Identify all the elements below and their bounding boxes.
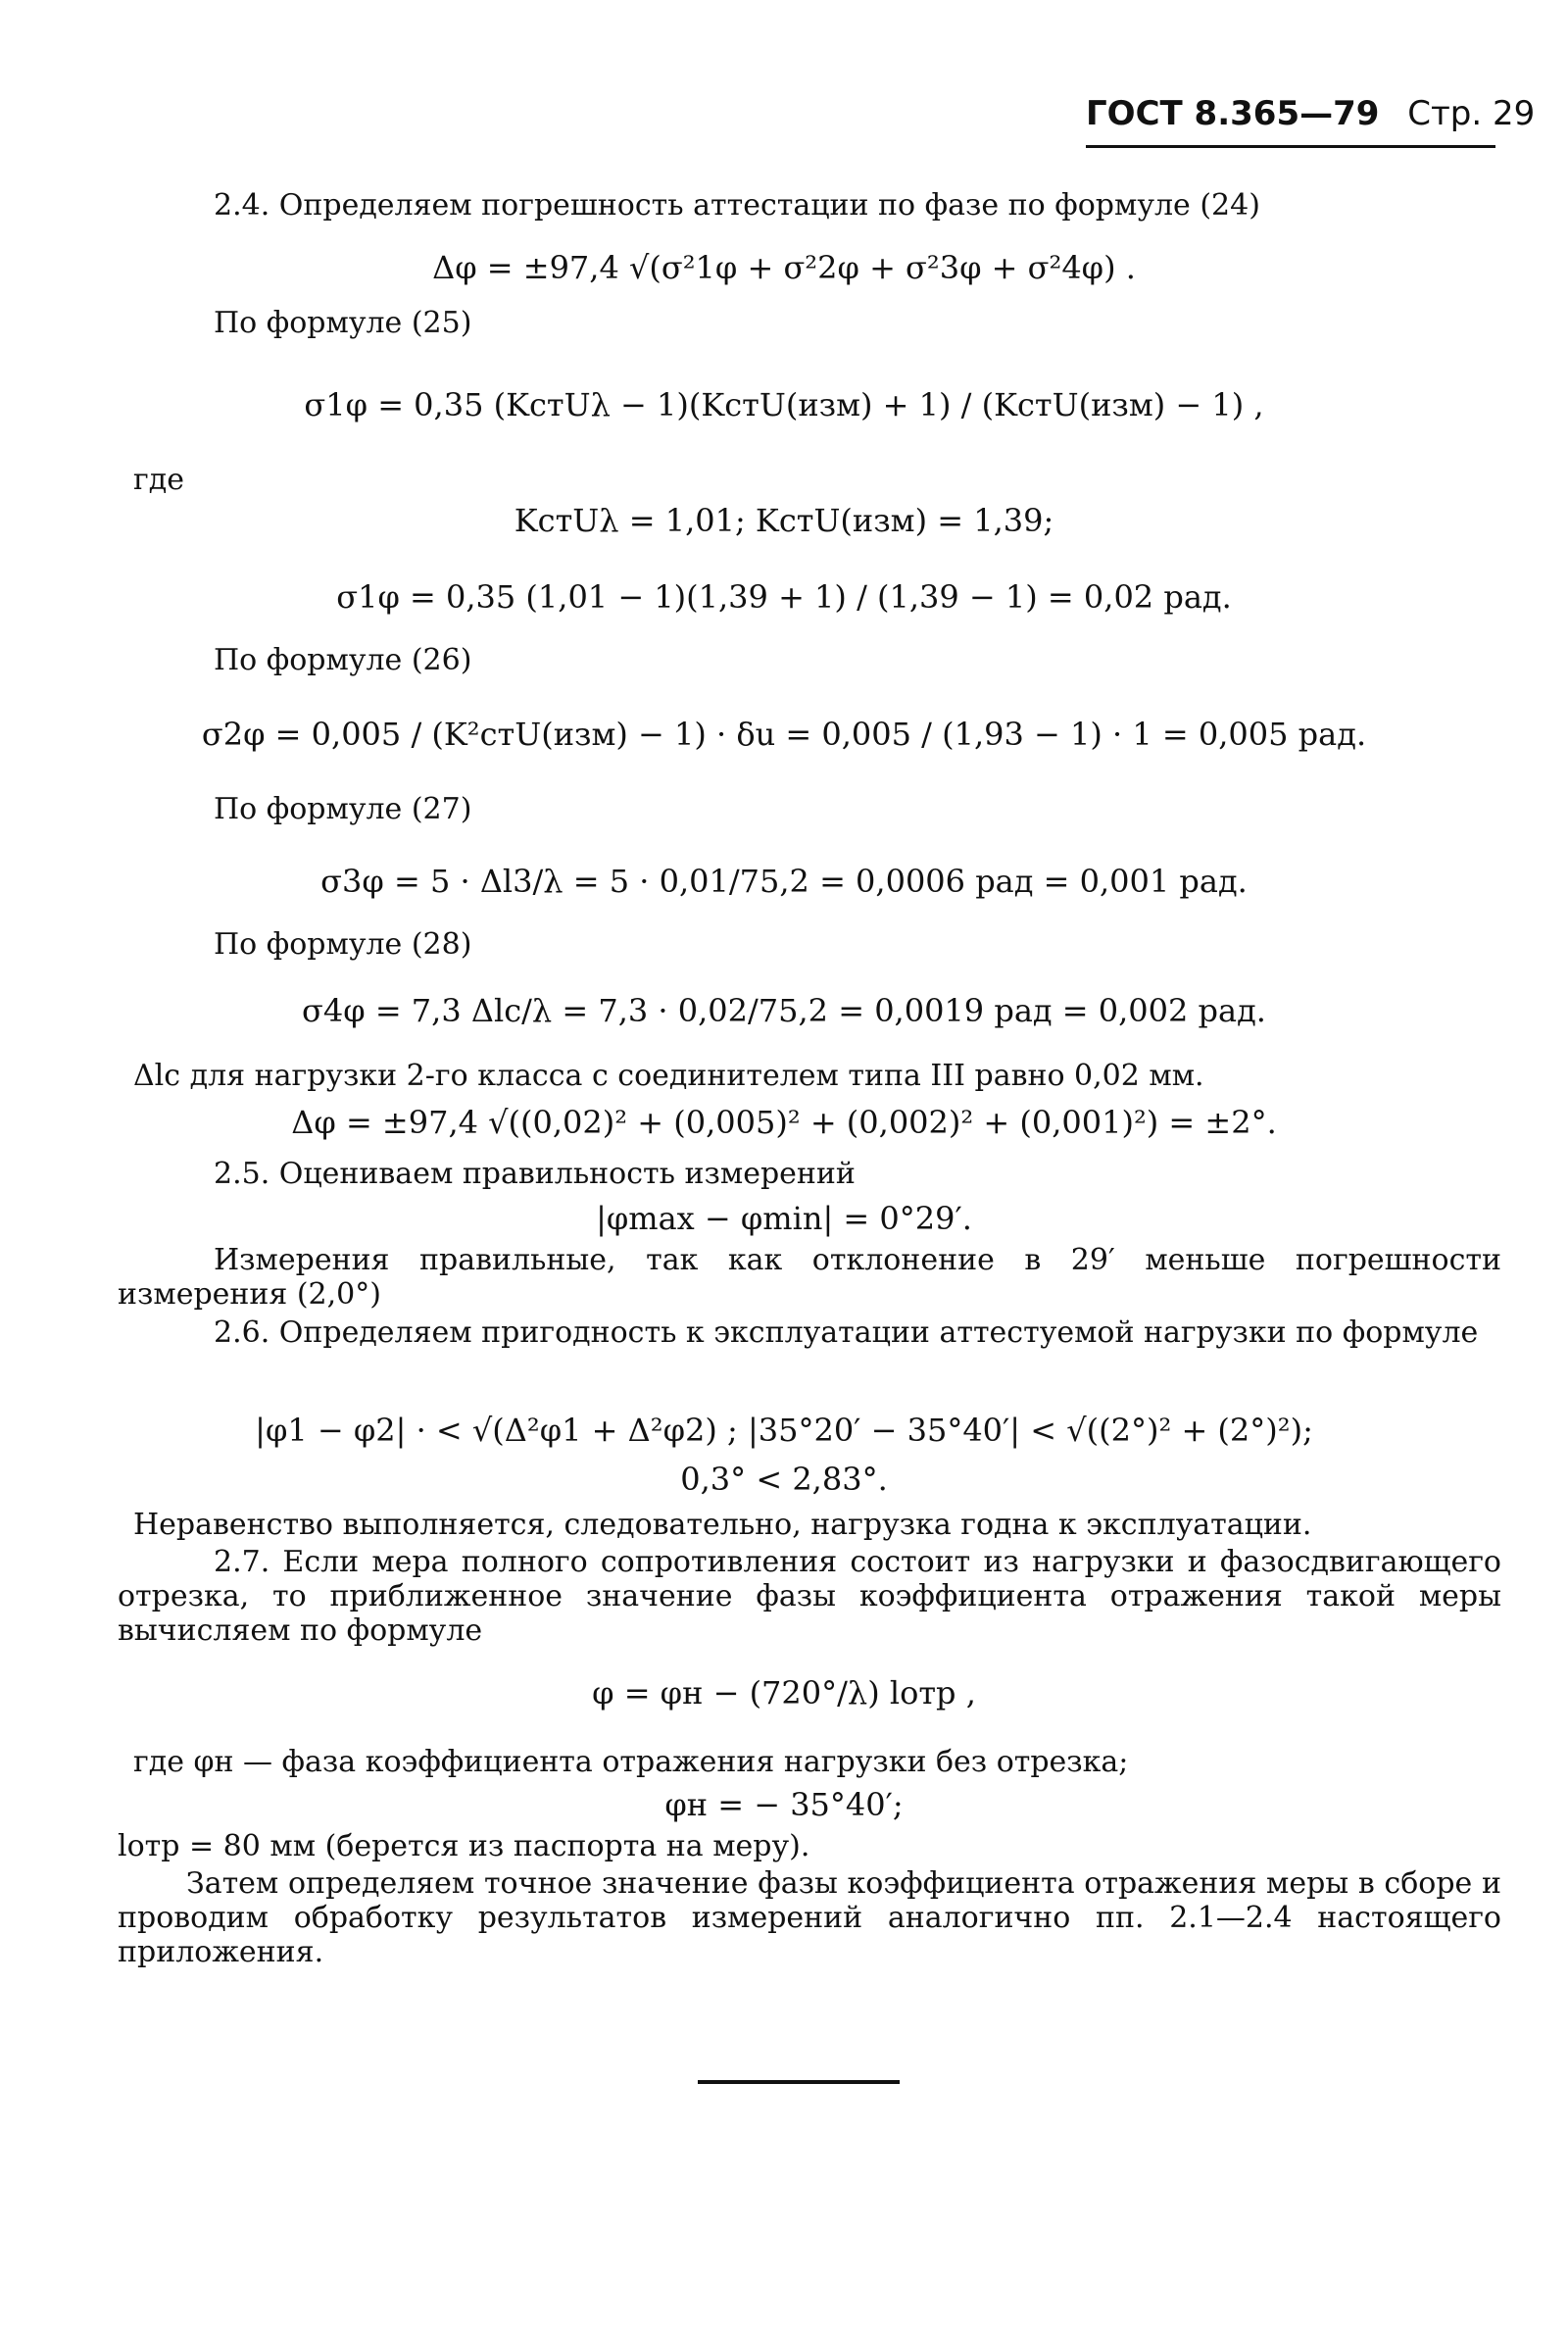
phase-difference: |φmax − φmin| = 0°29′. [596, 1200, 972, 1237]
formula-26-lead: По формуле (26) [214, 643, 472, 677]
formula-phi: φ = φн − (720°/λ) lотр , [592, 1674, 976, 1712]
header-rule [1086, 145, 1495, 148]
sigma1-result: σ1φ = 0,35 (1,01 − 1)(1,39 + 1) / (1,39 − 1) = 0,02 рад. [336, 578, 1232, 616]
formula-28-lead: По формуле (28) [214, 927, 472, 962]
formula-28: σ4φ = 7,3 Δlc/λ = 7,3 · 0,02/75,2 = 0,0019 рад = 0,002 рад. [302, 992, 1266, 1029]
formula-24: Δφ = ±97,4 √(σ²1φ + σ²2φ + σ²3φ + σ²4φ) . [432, 249, 1136, 286]
final-paragraph: Затем определяем точное значение фазы коэффициента отражения меры в сборе и проводим обработку результатов измерений аналогично пп. 2.1—2.4 настоящего приложения. [118, 1866, 1501, 1969]
formula-26: σ2φ = 0,005 / (K²стU(изм) − 1) · δu = 0,005 / (1,93 − 1) · 1 = 0,005 рад. [201, 716, 1367, 753]
section-2-7-text: 2.7. Если мера полного сопротивления состоит из нагрузки и фазосдвигающего отрезка, то приближенное значение фазы коэффициента отражения такой меры вычисляем по формуле [118, 1545, 1501, 1648]
formula-25: σ1φ = 0,35 (KстUλ − 1)(KстU(изм) + 1) / (KстU(изм) − 1) , [304, 386, 1264, 423]
section-2-5-heading: 2.5. Оцениваем правильность измерений [214, 1157, 856, 1191]
end-rule [698, 2080, 900, 2084]
gost-number: ГОСТ 8.365—79 [1086, 94, 1380, 133]
fitness-inequality: |φ1 − φ2| · < √(Δ²φ1 + Δ²φ2) ; |35°20′ − 35°40′| < √((2°)² + (2°)²); [255, 1412, 1313, 1449]
section-2-6-text: 2.6. Определяем пригодность к эксплуатации аттестуемой нагрузки по формуле [214, 1315, 1479, 1350]
fitness-conclusion: Неравенство выполняется, следовательно, нагрузка годна к эксплуатации. [133, 1508, 1312, 1542]
fitness-result: 0,3° < 2,83°. [680, 1461, 888, 1498]
page-number: Стр. 29 [1407, 94, 1536, 133]
l-otr-value: lотр = 80 мм (берется из паспорта на меру). [118, 1829, 810, 1863]
formula-25-lead: По формуле (25) [214, 306, 472, 340]
phi-n-value: φн = − 35°40′; [664, 1786, 904, 1823]
delta-phi-total: Δφ = ±97,4 √((0,02)² + (0,005)² + (0,002)² + (0,001)²) = ±2°. [291, 1104, 1277, 1141]
formula-27-lead: По формуле (27) [214, 792, 472, 826]
k-values: KстUλ = 1,01; KстU(изм) = 1,39; [514, 502, 1054, 539]
running-header [1086, 94, 1535, 133]
measurement-conclusion: Измерения правильные, так как отклонение в 29′ меньше погрешности измерения (2,0°) [118, 1243, 1501, 1312]
where-label: где [133, 463, 184, 497]
section-2-4-heading: 2.4. Определяем погрешность аттестации по фазе по формуле (24) [214, 188, 1260, 223]
phi-n-definition: где φн — фаза коэффициента отражения нагрузки без отрезка; [133, 1745, 1129, 1779]
delta-lc-note: Δlc для нагрузки 2-го класса с соединителем типа III равно 0,02 мм. [133, 1059, 1204, 1093]
formula-27: σ3φ = 5 · Δl3/λ = 5 · 0,01/75,2 = 0,0006 рад = 0,001 рад. [320, 863, 1248, 900]
